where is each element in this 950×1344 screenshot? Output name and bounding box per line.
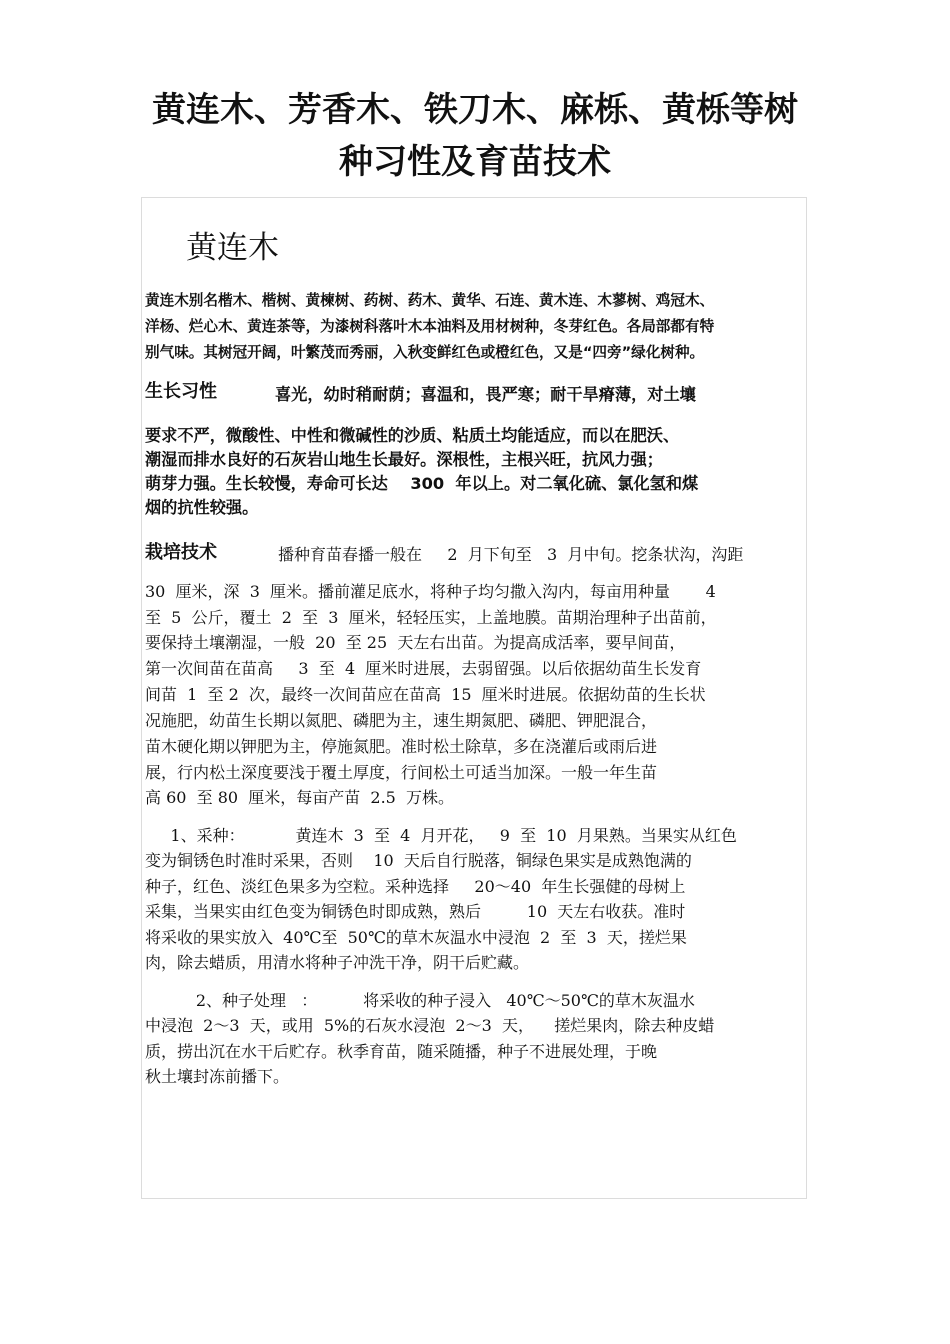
growth-line: 烟的抗性较强。 <box>145 498 259 517</box>
growth-line: 要求不严，微酸性、中性和微碱性的沙质、粘质土均能适应，而以在肥沃、 <box>145 426 680 445</box>
document-title-line1: 黄连木、芳香木、铁刀木、麻栎、黄栎等树 <box>152 90 798 130</box>
cultivation-heading: 栽培技术 <box>145 542 217 563</box>
document-title-line2: 种习性及育苗技术 <box>339 142 611 182</box>
seed-collection-line: 肉，除去蜡质，用清水将种子冲洗干净，阴干后贮藏。 <box>145 953 530 972</box>
cultivation-line: 况施肥，幼苗生长期以氮肥、磷肥为主，速生期氮肥、磷肥、钾肥混合， <box>145 711 658 730</box>
cultivation-line: 第一次间苗在苗高 3 至 4 厘米时进展，去弱留强。以后依据幼苗生长发育 <box>145 659 702 678</box>
seed-collection-line: 将采收的果实放入 40℃至 50℃的草木灰温水中浸泡 2 至 3 天，搓烂果 <box>145 928 687 947</box>
cultivation-line: 要保持土壤潮湿，一般 20 至 25 天左右出苗。为提高成活率，要早间苗， <box>145 633 686 652</box>
seed-treatment-line: 中浸泡 2～3 天，或用 5%的石灰水浸泡 2～3 天， 搓烂果肉，除去种皮蜡 <box>145 1016 715 1035</box>
growth-line: 萌芽力强。生长较慢，寿命可长达 300 年以上。对二氧化硫、氯化氢和煤 <box>145 474 699 493</box>
cultivation-line: 至 5 公斤，覆土 2 至 3 厘米，轻轻压实，上盖地膜。苗期治理种子出苗前， <box>145 608 717 627</box>
intro-line: 别气味。其树冠开阔，叶繁茂而秀丽，入秋变鲜红色或橙红色，又是“四旁”绿化树种。 <box>145 344 705 361</box>
cultivation-line: 展，行内松土深度要浅于覆土厚度，行间松土可适当加深。一般一年生苗 <box>145 763 658 782</box>
growth-line: 潮湿而排水良好的石灰岩山地生长最好。深根性，主根兴旺，抗风力强； <box>145 450 663 469</box>
cultivation-line: 间苗 1 至 2 次，最终一次间苗应在苗高 15 厘米时进展。依据幼苗的生长状 <box>145 685 706 704</box>
growth-line: 喜光，幼时稍耐荫；喜温和，畏严寒；耐干旱瘠薄，对土壤 <box>275 385 696 404</box>
seed-treatment-line: 2、种子处理 ： 将采收的种子浸入 40℃～50℃的草木灰温水 <box>145 991 695 1010</box>
cultivation-line: 高 60 至 80 厘米，每亩产苗 2.5 万株。 <box>145 788 455 807</box>
seed-collection-line: 变为铜锈色时准时采果，否则 10 天后自行脱落，铜绿色果实是成熟饱满的 <box>145 851 692 870</box>
growth-heading: 生长习性 <box>145 381 217 402</box>
cultivation-line: 苗木硬化期以钾肥为主，停施氮肥。准时松土除草，多在浇灌后或雨后进 <box>145 737 658 756</box>
seed-collection-line: 采集，当果实由红色变为铜锈色时即成熟，熟后 10 天左右收获。准时 <box>145 902 686 921</box>
cultivation-line: 播种育苗春播一般在 2 月下旬至 3 月中旬。挖条状沟，沟距 <box>278 545 744 564</box>
cultivation-line: 30 厘米，深 3 厘米。播前灌足底水，将种子均匀撒入沟内，每亩用种量 4 <box>145 582 716 601</box>
seed-treatment-line: 质，捞出沉在水干后贮存。秋季育苗，随采随播，种子不进展处理，于晚 <box>145 1042 658 1061</box>
seed-collection-line: 1、采种： 黄连木 3 至 4 月开花， 9 至 10 月果熟。当果实从红色 <box>145 826 737 845</box>
seed-treatment-line: 秋土壤封冻前播下。 <box>145 1067 290 1086</box>
seed-collection-line: 种子，红色、淡红色果多为空粒。采种选择 20～40 年生长强健的母树上 <box>145 877 686 896</box>
section-title: 黄连木 <box>186 230 279 266</box>
intro-line: 洋杨、烂心木、黄连茶等，为漆树科落叶木本油料及用材树种，冬芽红色。各局部都有特 <box>145 318 715 335</box>
intro-line: 黄连木别名楷木、楷树、黄楝树、药树、药木、黄华、石连、黄木连、木蓼树、鸡冠木、 <box>145 292 715 309</box>
